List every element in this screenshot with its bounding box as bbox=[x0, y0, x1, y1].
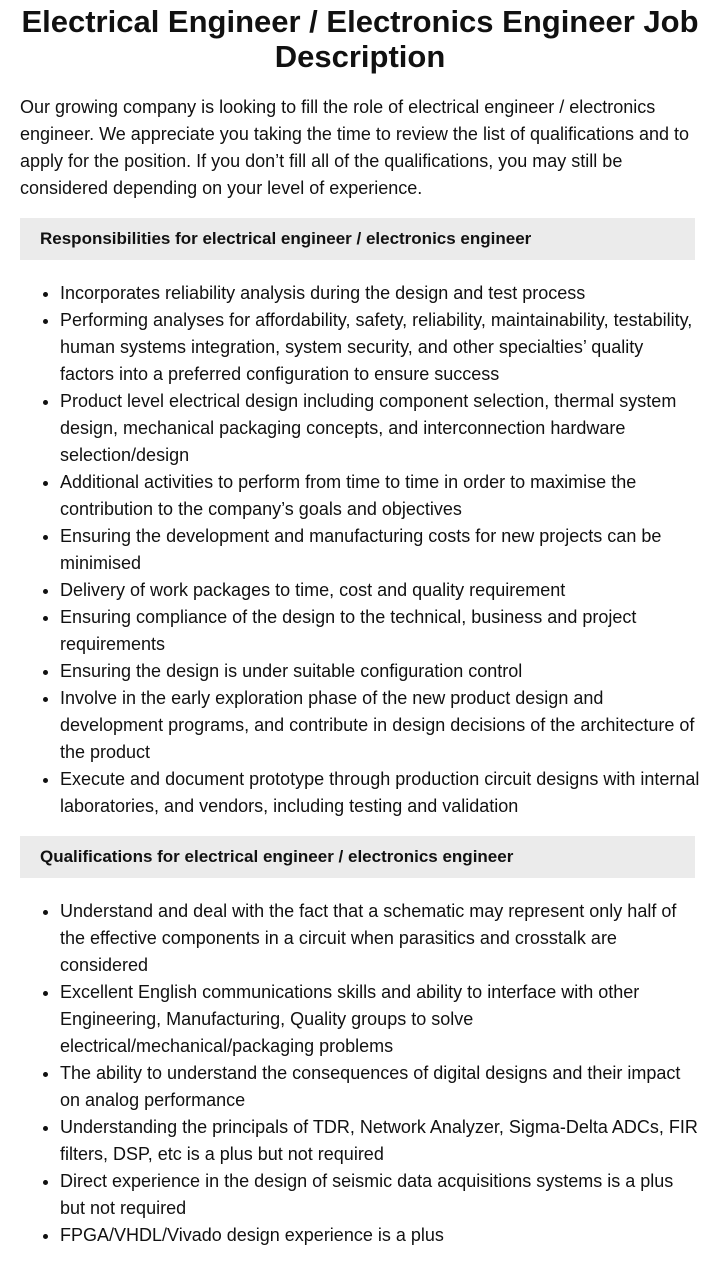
list-item: • Delivery of work packages to time, cost and quality requirement bbox=[60, 577, 700, 604]
list-item: • Ensuring the design is under suitable configuration control bbox=[60, 658, 700, 685]
list-item: • Understand and deal with the fact that a schematic may represent only half of the effective components in a circuit when parasitics and crosstalk are considered bbox=[60, 898, 700, 979]
list-item: • Understanding the principals of TDR, Network Analyzer, Sigma-Delta ADCs, FIR filters, DSP, etc is a plus but not required bbox=[60, 1114, 700, 1168]
list-item: • Involve in the early exploration phase of the new product design and development programs, and contribute in design decisions of the architecture of the product bbox=[60, 685, 700, 766]
list-item: • Performing analyses for affordability, safety, reliability, maintainability, testability, human systems integration, system security, and other specialties’ quality factors into a preferred configuration to ensure success bbox=[60, 307, 700, 388]
list-item: • Ensuring the development and manufacturing costs for new projects can be minimised bbox=[60, 523, 700, 577]
list-item: • FPGA/VHDL/Vivado design experience is a plus bbox=[60, 1222, 700, 1249]
qualifications-list bbox=[0, 898, 720, 1249]
list-item: • Additional activities to perform from time to time in order to maximise the contribution to the company’s goals and objectives bbox=[60, 469, 700, 523]
list-item: • Product level electrical design including component selection, thermal system design, mechanical packaging concepts, and interconnection hardware selection/design bbox=[60, 388, 700, 469]
list-item: • Execute and document prototype through production circuit designs with internal laboratories, and vendors, including testing and validation bbox=[60, 766, 700, 820]
list-item: • Excellent English communications skills and ability to interface with other Engineering, Manufacturing, Quality groups to solve electrical/mechanical/packaging problems bbox=[60, 979, 700, 1060]
responsibilities-heading: Responsibilities for electrical engineer / electronics engineer bbox=[20, 218, 695, 260]
list-item: • The ability to understand the consequences of digital designs and their impact on analog performance bbox=[60, 1060, 700, 1114]
intro-paragraph: Our growing company is looking to fill the role of electrical engineer / electronics engineer. We appreciate you taking the time to review the list of qualifications and to apply for the position. If you don’t fill all of the qualifications, you may still be considered depending on your level of experience. bbox=[20, 97, 690, 198]
qualifications-heading: Qualifications for electrical engineer / electronics engineer bbox=[20, 836, 695, 878]
list-item: • Incorporates reliability analysis during the design and test process bbox=[60, 280, 700, 307]
page-title: Electrical Engineer / Electronics Engineer Job Description bbox=[21, 4, 699, 74]
list-item: • Direct experience in the design of seismic data acquisitions systems is a plus but not required bbox=[60, 1168, 700, 1222]
list-item: • Ensuring compliance of the design to the technical, business and project requirements bbox=[60, 604, 700, 658]
responsibilities-list bbox=[0, 280, 720, 820]
